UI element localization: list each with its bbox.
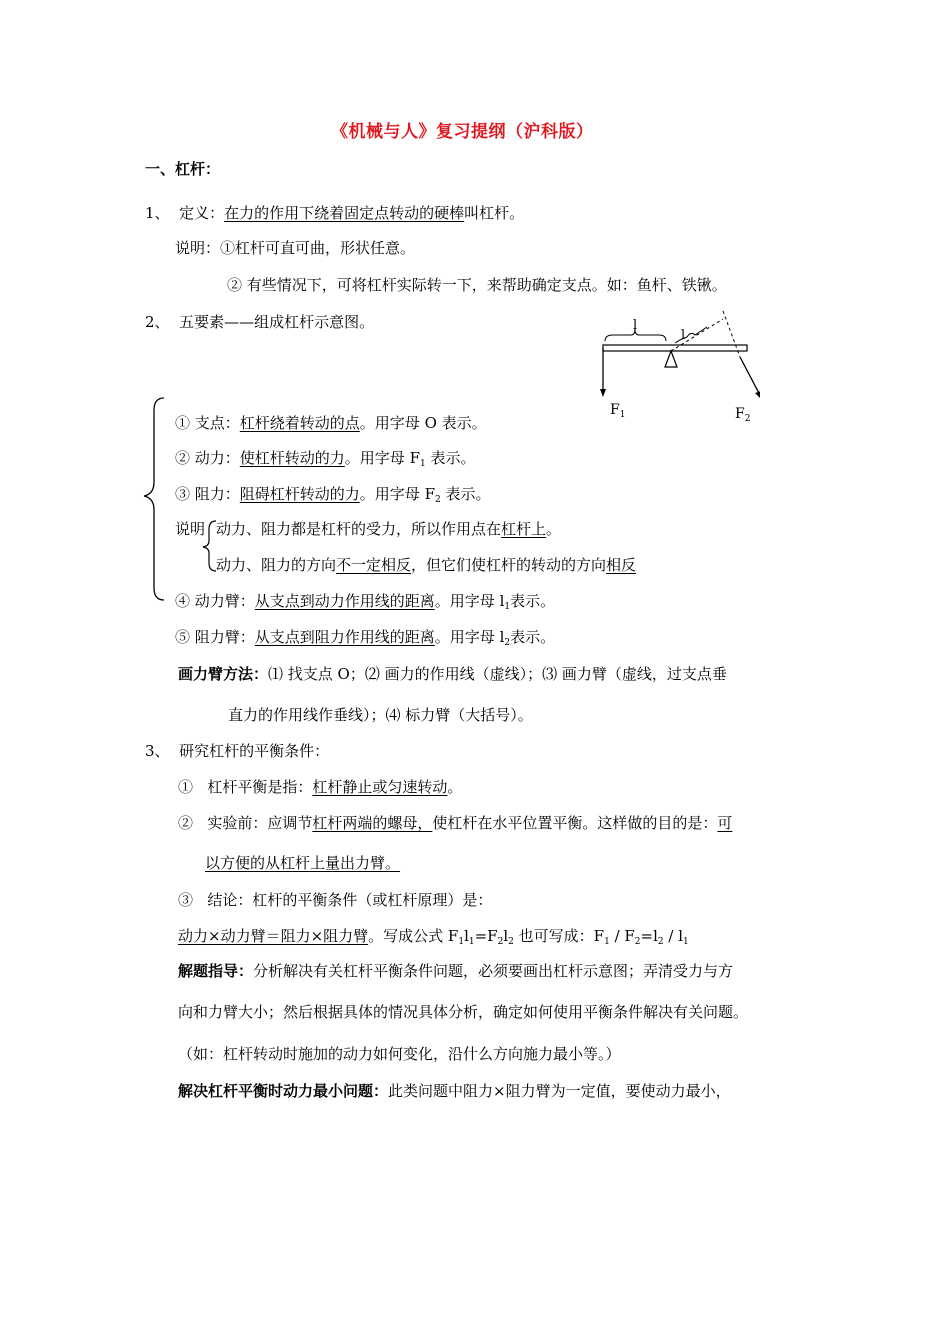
guide-line-1: 解题指导：分析解决有关杠杆平衡条件问题，必须要画出杠杆示意图；弄清受力与方 bbox=[178, 962, 734, 980]
balance-point-3: ③ 结论：杠杆的平衡条件（或杠杆原理）是： bbox=[178, 891, 493, 909]
min-force-line: 解决杠杆平衡时动力最小问题：此类问题中阻力×阻力臂为一定值，要使动力最小， bbox=[178, 1082, 731, 1100]
arm-method-line-1: 画力臂方法：⑴ 找支点 O；⑵ 画力的作用线（虚线）；⑶ 画力臂（虚线，过支点垂 bbox=[178, 665, 727, 683]
element-resistance: ③ 阻力：阻碍杠杆转动的力。用字母 $F_2$ 表示。 bbox=[175, 485, 491, 505]
f2-label: $F_2$ bbox=[735, 406, 751, 424]
guide-line-2: 向和力臂大小；然后根据具体的情况具体分析，确定如何使用平衡条件解决有关问题。 bbox=[178, 1003, 749, 1021]
definition-line: 1、 定义：在力的作用下绕着固定点转动的硬棒叫杠杆。 bbox=[145, 204, 525, 222]
large-brace bbox=[140, 396, 170, 606]
page-title: 《机械与人》复习提纲（沪科版） bbox=[331, 122, 594, 142]
explanation-line-1: 动力、阻力都是杠杆的受力，所以作用点在杠杆上。 bbox=[216, 520, 562, 538]
guide-line-3: （如：杠杆转动时施加的动力如何变化，沿什么方向施力最小等。） bbox=[178, 1045, 621, 1063]
section-heading-lever: 一、杠杆： bbox=[145, 160, 221, 178]
note-line-1: 说明：①杠杆可直可曲，形状任意。 bbox=[175, 239, 416, 257]
five-elements-line: 2、 五要素——组成杠杆示意图。 bbox=[145, 313, 375, 331]
balance-heading: 3、 研究杠杆的平衡条件： bbox=[145, 742, 330, 760]
element-resistance-arm: ⑤ 阻力臂：从支点到阻力作用线的距离。用字母 $l_2$表示。 bbox=[175, 628, 556, 648]
explanation-line-2: 动力、阻力的方向不一定相反，但它们使杠杆的转动的方向相反 bbox=[216, 556, 637, 574]
explanation-label: 说明 bbox=[175, 520, 206, 538]
balance-point-2-cont: 以方便的从杠杆上量出力臂。 bbox=[205, 854, 401, 872]
element-effort-arm: ④ 动力臂：从支点到动力作用线的距离。用字母 $l_1$表示。 bbox=[175, 592, 556, 612]
note-line-2: ② 有些情况下，可将杠杆实际转一下，来帮助确定支点。如：鱼杆、铁锹。 bbox=[227, 276, 727, 294]
l1-label: l bbox=[633, 318, 638, 333]
f1-label: $F_1$ bbox=[610, 402, 626, 420]
balance-formula: 动力×动力臂＝阻力×阻力臂。写成公式 $F_1l_1=F_2l_2$ 也可写成：$F_1 / F_2=l_2 / l_1$ bbox=[178, 927, 689, 947]
element-fulcrum: ① 支点：杠杆绕着转动的点。用字母 O 表示。 bbox=[175, 414, 487, 432]
balance-point-1: ① 杠杆平衡是指：杠杆静止或匀速转动。 bbox=[178, 778, 463, 796]
element-effort: ② 动力：使杠杆转动的力。用字母 $F_1$ 表示。 bbox=[175, 449, 476, 469]
l2-label: l bbox=[681, 328, 686, 343]
arm-method-line-2: 直力的作用线作垂线）；⑷ 标力臂（大括号）。 bbox=[228, 706, 533, 724]
balance-point-2: ② 实验前：应调节杠杆两端的螺母，使杠杆在水平位置平衡。这样做的目的是：可 bbox=[178, 814, 733, 832]
